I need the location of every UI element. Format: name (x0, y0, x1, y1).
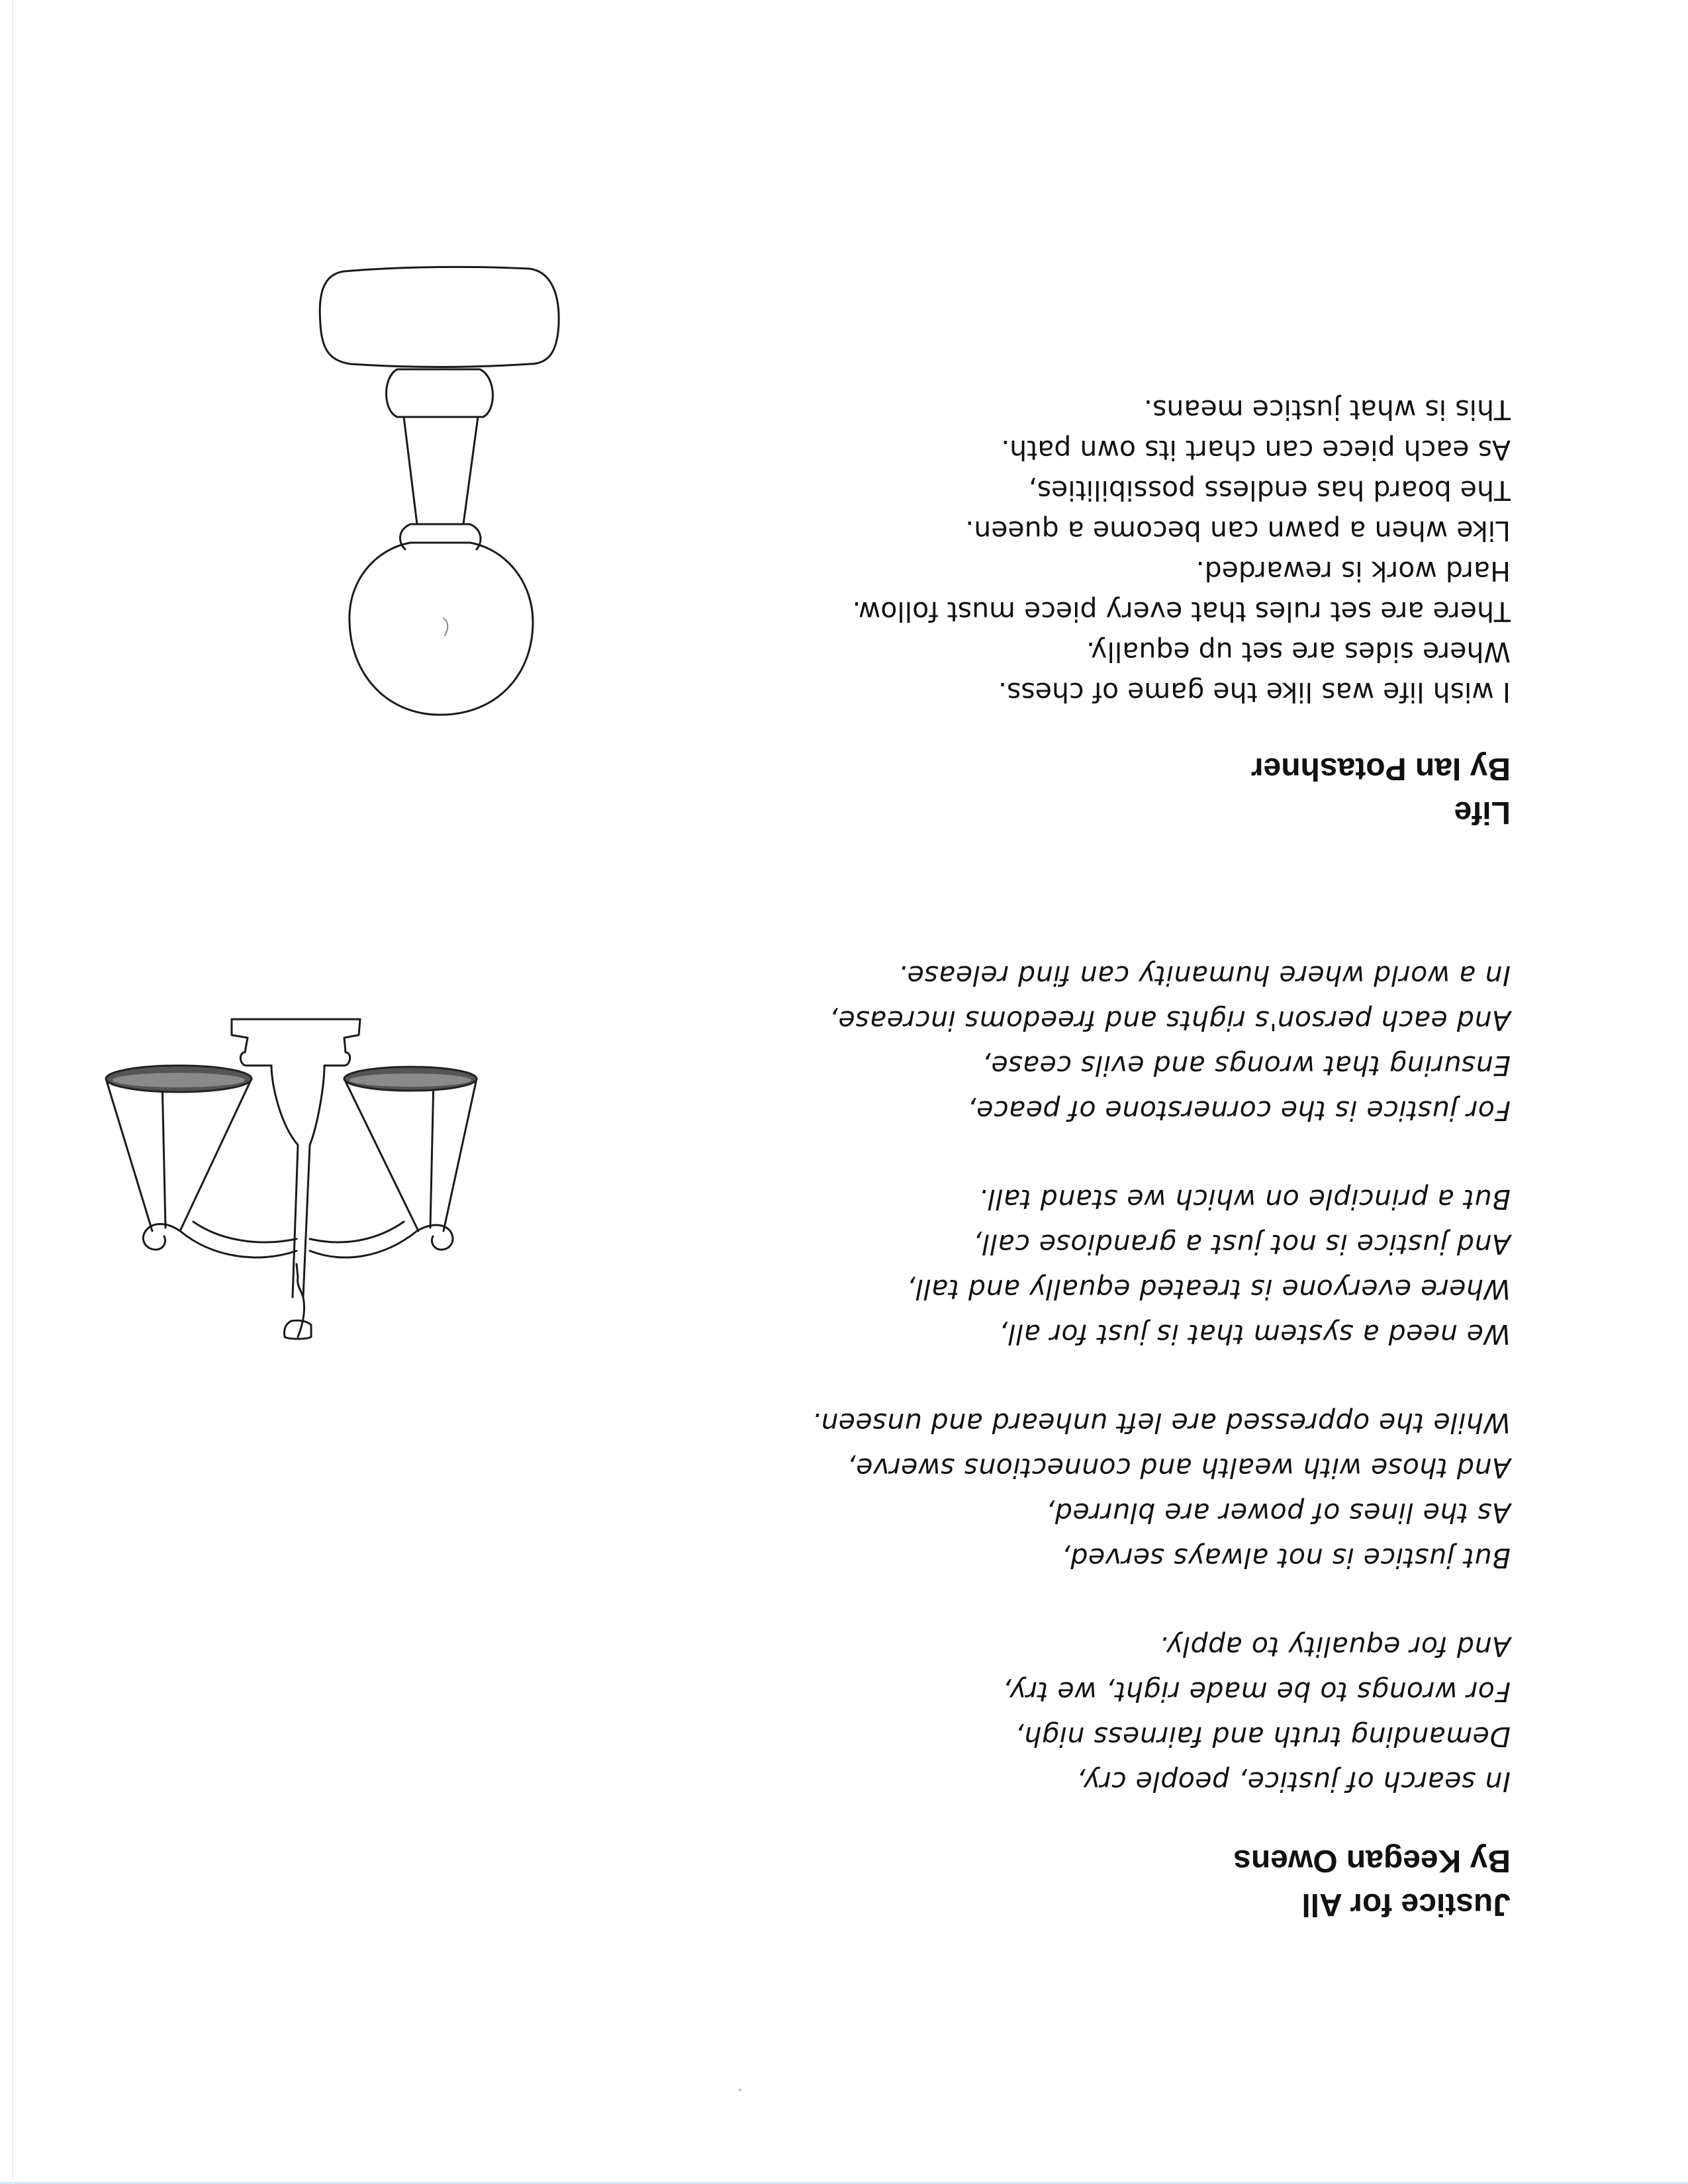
poem-line: Demanding truth and fairness nigh, (1015, 1721, 1511, 1752)
page-edge-line (12, 0, 13, 2184)
poem-line: But justice is not always served, (1061, 1542, 1511, 1574)
poem-author: By Ian Potashner (1250, 751, 1511, 786)
scan-speck (739, 2089, 741, 2091)
poem-stanza (584, 389, 1511, 712)
poem-stanza (584, 1624, 1511, 1804)
poem-stanza (584, 1177, 1511, 1357)
poem-line: Hard work is rewarded. (1196, 555, 1511, 587)
poem-line: For wrongs to be made right, we try, (1002, 1676, 1511, 1707)
poem-line: And each person's rights and freedoms increase, (829, 1005, 1511, 1036)
poem-line: As the lines of power are blurred, (1045, 1497, 1511, 1529)
poem-author: By Keegan Owens (1233, 1843, 1511, 1878)
poem-line: The board has endless possibilities, (1028, 475, 1511, 506)
poem-title: Justice for All (1301, 1887, 1511, 1922)
poem-line: And for equality to apply. (1159, 1631, 1511, 1662)
poem-line: And those with wealth and connections swerve, (847, 1452, 1511, 1484)
poem-line: There are set rules that every piece must follow. (852, 596, 1511, 627)
poem-stanza (584, 953, 1511, 1133)
poem-line: In search of justice, people cry, (1076, 1766, 1511, 1797)
poem-line: Where everyone is treated equally and tall, (906, 1273, 1511, 1305)
poem-line: We need a system that is just for all, (999, 1318, 1511, 1350)
poem-justice-for-all (584, 909, 1511, 1926)
poem-line: And justice is not just a grandiose call, (972, 1228, 1511, 1260)
poem-line: Where sides are set up equally. (1086, 636, 1511, 668)
poem-line: Ensuring that wrongs and evils cease, (982, 1050, 1511, 1081)
poem-line: In a world where humanity can find release. (898, 960, 1511, 991)
chandelier-sketch-icon (66, 979, 543, 1363)
poem-line: But a principle on which we stand tall. (978, 1183, 1511, 1215)
poem-stanza (584, 1400, 1511, 1580)
poem-line: As each piece can chart its own path. (1001, 434, 1511, 466)
poem-life (584, 345, 1511, 834)
chess-pawn-sketch-icon (285, 245, 596, 748)
poem-line: For justice is the cornerstone of peace, (967, 1095, 1511, 1126)
poem-line: Like when a pawn can become a queen. (965, 515, 1511, 547)
poem-line: While the oppressed are left unheard and unseen. (812, 1407, 1511, 1439)
poem-line: This is what justice means. (1143, 394, 1511, 426)
poem-line: I wish life was like the game of chess. (998, 676, 1511, 708)
poem-title: Life (1454, 795, 1511, 830)
